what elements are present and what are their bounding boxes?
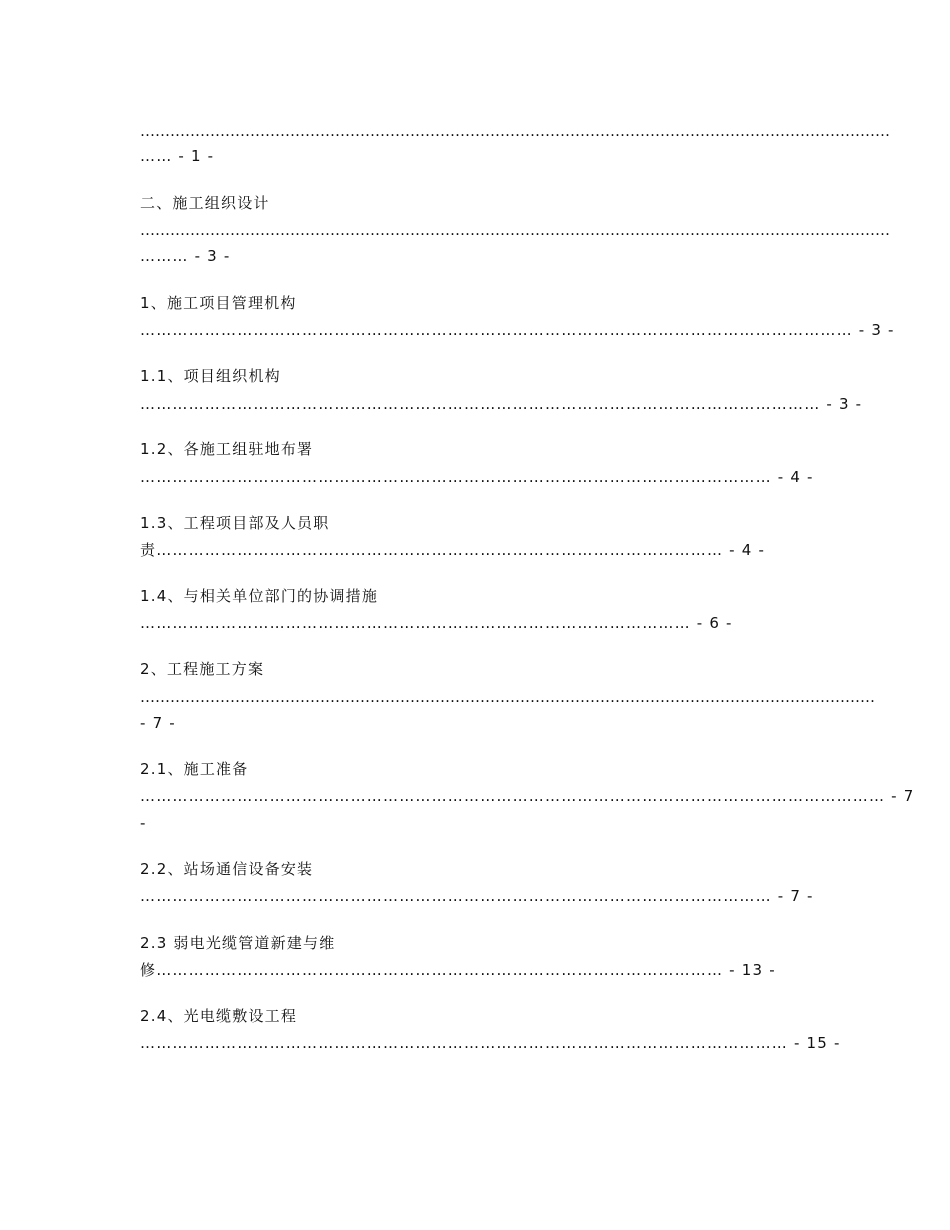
toc-page-ref: - [140, 814, 147, 832]
toc-heading: 2.3 弱电光缆管道新建与维 [140, 934, 336, 952]
toc-heading: 1.2、各施工组驻地布署 [140, 440, 314, 458]
toc-heading: 2.4、光电缆敷设工程 [140, 1007, 298, 1025]
toc-dot-leader: ……………………………………………………………………………………………………………… - 3 - [140, 395, 863, 413]
toc-dot-leader: …………………………………………………………………………………………………………………… - 3 - [140, 321, 895, 339]
toc-page-ref: …… - 1 - [140, 147, 215, 165]
toc-heading: 1、施工项目管理机构 [140, 294, 297, 312]
toc-dot-leader: ………………………………………………………………………………………………………………………… - 7 [140, 787, 915, 805]
toc-heading: 2、工程施工方案 [140, 660, 265, 678]
toc-page-ref: - 7 - [140, 714, 176, 732]
toc-dot-leader: 责…………………………………………………………………………………………… - 4 - [140, 541, 766, 559]
toc-dot-leader: ………………………………………………………………………………………… - 6 - [140, 614, 733, 632]
toc-dot-leader: ……………………………………………………………………………………………………… - 4 - [140, 468, 814, 486]
toc-heading: 1.3、工程项目部及人员职 [140, 514, 330, 532]
toc-heading: 1.4、与相关单位部门的协调措施 [140, 587, 379, 605]
toc-dot-leader: ………………………………………………………………………………………………………………………………… [140, 688, 875, 706]
toc-page-ref: ……… - 3 - [140, 247, 231, 265]
toc-heading: 1.1、项目组织机构 [140, 367, 281, 385]
toc-heading: 2.1、施工准备 [140, 760, 249, 778]
toc-heading: 2.2、站场通信设备安装 [140, 860, 314, 878]
toc-dot-leader: …………………………………………………………………………………………………………………………………… [140, 221, 890, 239]
toc-dot-leader: ………………………………………………………………………………………………………… - 15 - [140, 1034, 841, 1052]
toc-dot-leader: 修…………………………………………………………………………………………… - 13 - [140, 961, 776, 979]
toc-dot-leader: ……………………………………………………………………………………………………… - 7 - [140, 887, 814, 905]
toc-dot-leader: …………………………………………………………………………………………………………………………………… [140, 122, 890, 140]
toc-heading: 二、施工组织设计 [140, 194, 270, 212]
